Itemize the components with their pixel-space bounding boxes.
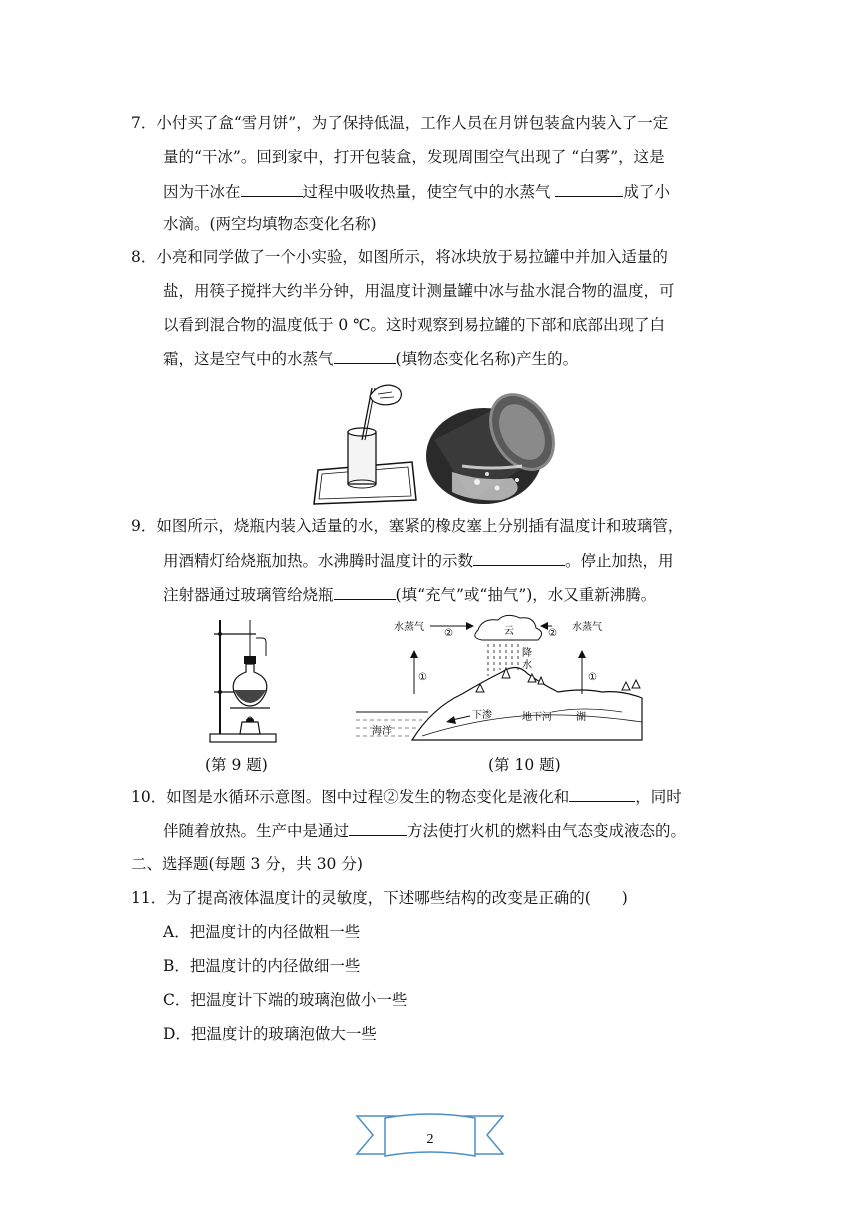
q8-text-b: (填物态变化名称)产生的。 [395, 350, 579, 368]
q10-text-d: 方法使打火机的燃料由气态变成液态的。 [407, 822, 687, 840]
fig10-label-2-right: ② [548, 628, 557, 639]
q7-line-2: 量的“干冰”。回到家中，打开包装盒，发现周围空气出现了 “白雾”，这是 [163, 148, 665, 166]
q7-text-c: 成了小 [623, 183, 670, 201]
fig10-label-vapor-left: 水蒸气 [394, 622, 424, 633]
q7-line-3 [163, 181, 670, 202]
page-number-ribbon [355, 1110, 505, 1162]
q10-text-a: 10．如图是水循环示意图。图中过程②发生的物态变化是液化和 [131, 788, 570, 806]
q10-text-c: 伴随着放热。生产中是通过 [163, 822, 350, 840]
q7-text-a: 因为干冰在 [163, 183, 241, 201]
fig10-label-1-right: ① [588, 672, 597, 683]
fig10-water-cycle [352, 612, 644, 746]
fig9-flask-apparatus [204, 616, 284, 746]
q9-line-2 [163, 550, 674, 571]
q10-line-2 [163, 820, 686, 841]
fig10-label-vapor-right: 水蒸气 [572, 622, 602, 633]
q10-line-1 [131, 786, 682, 807]
q7-line-4: 水滴。(两空均填物态变化名称) [163, 215, 377, 233]
q8-figure [312, 382, 562, 506]
q10-blank-1[interactable] [569, 786, 635, 802]
fig10-label-ocean: 海洋 [372, 726, 392, 737]
q9-blank-2[interactable] [334, 584, 396, 600]
q10-blank-2[interactable] [349, 820, 407, 836]
q7-blank-2[interactable] [555, 181, 623, 197]
q8-line-1: 8．小亮和同学做了一个小实验，如图所示，将冰块放于易拉罐中并加入适量的 [131, 248, 668, 266]
q11-option-d[interactable]: D．把温度计的玻璃泡做大一些 [163, 1025, 377, 1043]
q11-option-a[interactable]: A．把温度计的内径做粗一些 [163, 923, 361, 941]
fig10-label-rain-1: 降 [522, 648, 532, 659]
q9-text-a2: 注射器通过玻璃管给烧瓶 [163, 586, 334, 604]
q8-blank[interactable] [334, 348, 396, 364]
fig9-caption: (第 9 题) [205, 756, 268, 774]
fig10-label-river: 地下河 [522, 712, 552, 723]
q8-line-3: 以看到混合物的温度低于 0 ℃。这时观察到易拉罐的下部和底部出现了白 [163, 316, 666, 334]
q11-stem: 11．为了提高液体温度计的灵敏度，下述哪些结构的改变是正确的( ) [131, 889, 628, 907]
frosted-can-photo [426, 383, 562, 504]
section-2-heading: 二、选择题(每题 3 分，共 30 分) [131, 855, 363, 873]
can-stirring-drawing [314, 385, 416, 504]
q10-text-b: ，同时 [635, 788, 682, 806]
q9-line-1: 9．如图所示，烧瓶内装入适量的水，塞紧的橡皮塞上分别插有温度计和玻璃管， [131, 517, 684, 535]
fig10-label-2-left: ② [444, 628, 453, 639]
q11-option-b[interactable]: B．把温度计的内径做细一些 [163, 957, 361, 975]
fig10-caption: (第 10 题) [488, 756, 561, 774]
q8-line-4 [163, 348, 578, 369]
q8-line-2: 盐，用筷子搅拌大约半分钟，用温度计测量罐中冰与盐水混合物的温度，可 [163, 282, 675, 300]
page-number: 2 [426, 1132, 434, 1147]
fig10-label-1-left: ① [418, 672, 427, 683]
q9-blank-1[interactable] [473, 550, 565, 566]
q9-text-b2: (填“充气”或“抽气”)，水又重新沸腾。 [395, 586, 657, 604]
fig10-label-seep: 下渗 [472, 710, 492, 721]
q11-option-c[interactable]: C．把温度计下端的玻璃泡做小一些 [163, 991, 408, 1009]
q9-line-3 [163, 584, 656, 605]
q7-text-b: 过程中吸收热量，使空气中的水蒸气 [302, 183, 556, 201]
q9-text-a: 用酒精灯给烧瓶加热。水沸腾时温度计的示数 [163, 552, 474, 570]
fig10-label-lake: 湖 [576, 712, 586, 723]
q7-blank-1[interactable] [241, 181, 303, 197]
q8-text-a: 霜，这是空气中的水蒸气 [163, 350, 334, 368]
q7-line-1: 7．小付买了盒“雪月饼”，为了保持低温，工作人员在月饼包装盒内装入了一定 [131, 114, 669, 132]
q9-text-b: 。停止加热，用 [565, 552, 674, 570]
fig10-label-rain-2: 水 [522, 660, 532, 671]
fig10-label-cloud: 云 [504, 626, 514, 637]
